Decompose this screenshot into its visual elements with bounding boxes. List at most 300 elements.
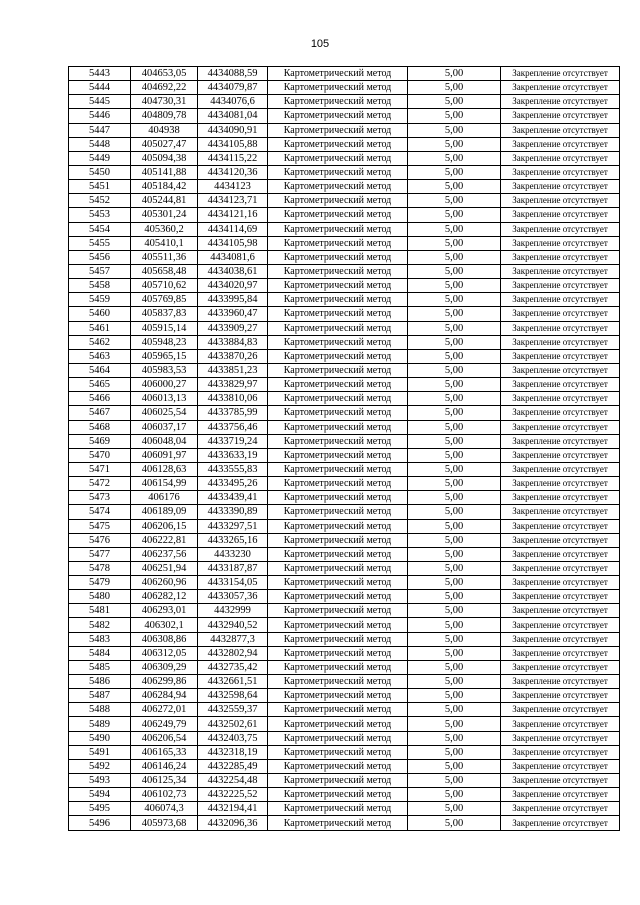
fixing-cell: Закрепление отсутствует [501,477,620,491]
fixing-cell: Закрепление отсутствует [501,392,620,406]
point-number-cell: 5458 [69,279,131,293]
fixing-cell: Закрепление отсутствует [501,180,620,194]
table-row [69,250,620,264]
y-coordinate-cell: 4433265,16 [198,533,268,547]
point-number-cell: 5484 [69,646,131,660]
table-row [69,802,620,816]
y-coordinate-cell: 4434081,6 [198,250,268,264]
fixing-cell: Закрепление отсутствует [501,759,620,773]
table-row [69,67,620,81]
y-coordinate-cell: 4434105,88 [198,137,268,151]
y-coordinate-cell: 4432502,61 [198,717,268,731]
table-row [69,420,620,434]
accuracy-cell: 5,00 [408,788,501,802]
method-cell: Картометрический метод [268,759,408,773]
method-cell: Картометрический метод [268,477,408,491]
accuracy-cell: 5,00 [408,236,501,250]
y-coordinate-cell: 4432194,41 [198,802,268,816]
method-cell: Картометрический метод [268,279,408,293]
y-coordinate-cell: 4434020,97 [198,279,268,293]
method-cell: Картометрический метод [268,123,408,137]
fixing-cell: Закрепление отсутствует [501,689,620,703]
method-cell: Картометрический метод [268,293,408,307]
point-number-cell: 5470 [69,448,131,462]
point-number-cell: 5463 [69,349,131,363]
table-row [69,165,620,179]
table-row [69,703,620,717]
accuracy-cell: 5,00 [408,81,501,95]
fixing-cell: Закрепление отсутствует [501,335,620,349]
y-coordinate-cell: 4433870,26 [198,349,268,363]
accuracy-cell: 5,00 [408,151,501,165]
point-number-cell: 5455 [69,236,131,250]
table-row [69,788,620,802]
accuracy-cell: 5,00 [408,816,501,830]
method-cell: Картометрический метод [268,491,408,505]
point-number-cell: 5473 [69,491,131,505]
method-cell: Картометрический метод [268,363,408,377]
method-cell: Картометрический метод [268,165,408,179]
accuracy-cell: 5,00 [408,180,501,194]
accuracy-cell: 5,00 [408,137,501,151]
method-cell: Картометрический метод [268,378,408,392]
accuracy-cell: 5,00 [408,279,501,293]
x-coordinate-cell: 406309,29 [131,660,198,674]
fixing-cell: Закрепление отсутствует [501,576,620,590]
x-coordinate-cell: 406299,86 [131,675,198,689]
y-coordinate-cell: 4432735,42 [198,660,268,674]
accuracy-cell: 5,00 [408,321,501,335]
point-number-cell: 5466 [69,392,131,406]
method-cell: Картометрический метод [268,618,408,632]
accuracy-cell: 5,00 [408,561,501,575]
y-coordinate-cell: 4432559,37 [198,703,268,717]
table-row [69,137,620,151]
fixing-cell: Закрепление отсутствует [501,604,620,618]
point-number-cell: 5481 [69,604,131,618]
method-cell: Картометрический метод [268,632,408,646]
method-cell: Картометрический метод [268,81,408,95]
x-coordinate-cell: 405301,24 [131,208,198,222]
point-number-cell: 5446 [69,109,131,123]
accuracy-cell: 5,00 [408,660,501,674]
table-row [69,151,620,165]
point-number-cell: 5471 [69,462,131,476]
table-row [69,759,620,773]
accuracy-cell: 5,00 [408,477,501,491]
y-coordinate-cell: 4433960,47 [198,307,268,321]
x-coordinate-cell: 405244,81 [131,194,198,208]
fixing-cell: Закрепление отсутствует [501,618,620,632]
fixing-cell: Закрепление отсутствует [501,434,620,448]
page-number: 105 [310,38,330,50]
fixing-cell: Закрепление отсутствует [501,137,620,151]
y-coordinate-cell: 4433154,05 [198,576,268,590]
method-cell: Картометрический метод [268,675,408,689]
y-coordinate-cell: 4434120,36 [198,165,268,179]
y-coordinate-cell: 4432096,36 [198,816,268,830]
table-row [69,279,620,293]
y-coordinate-cell: 4433851,23 [198,363,268,377]
accuracy-cell: 5,00 [408,67,501,81]
point-number-cell: 5452 [69,194,131,208]
table-row [69,222,620,236]
point-number-cell: 5489 [69,717,131,731]
point-number-cell: 5469 [69,434,131,448]
y-coordinate-cell: 4432598,64 [198,689,268,703]
x-coordinate-cell: 404653,05 [131,67,198,81]
y-coordinate-cell: 4434114,69 [198,222,268,236]
point-number-cell: 5476 [69,533,131,547]
fixing-cell: Закрепление отсутствует [501,632,620,646]
table-row [69,180,620,194]
method-cell: Картометрический метод [268,462,408,476]
method-cell: Картометрический метод [268,816,408,830]
fixing-cell: Закрепление отсутствует [501,307,620,321]
x-coordinate-cell: 404730,31 [131,95,198,109]
table-row [69,477,620,491]
method-cell: Картометрический метод [268,745,408,759]
x-coordinate-cell: 405965,15 [131,349,198,363]
x-coordinate-cell: 406272,01 [131,703,198,717]
y-coordinate-cell: 4434081,04 [198,109,268,123]
point-number-cell: 5448 [69,137,131,151]
point-number-cell: 5472 [69,477,131,491]
accuracy-cell: 5,00 [408,420,501,434]
method-cell: Картометрический метод [268,590,408,604]
x-coordinate-cell: 404692,22 [131,81,198,95]
table-row [69,236,620,250]
point-number-cell: 5447 [69,123,131,137]
y-coordinate-cell: 4433829,97 [198,378,268,392]
accuracy-cell: 5,00 [408,250,501,264]
fixing-cell: Закрепление отсутствует [501,293,620,307]
fixing-cell: Закрепление отсутствует [501,816,620,830]
accuracy-cell: 5,00 [408,335,501,349]
method-cell: Картометрический метод [268,392,408,406]
table-row [69,632,620,646]
table-row [69,378,620,392]
accuracy-cell: 5,00 [408,646,501,660]
accuracy-cell: 5,00 [408,675,501,689]
method-cell: Картометрический метод [268,250,408,264]
point-number-cell: 5443 [69,67,131,81]
accuracy-cell: 5,00 [408,208,501,222]
y-coordinate-cell: 4433909,27 [198,321,268,335]
fixing-cell: Закрепление отсутствует [501,109,620,123]
fixing-cell: Закрепление отсутствует [501,533,620,547]
fixing-cell: Закрепление отсутствует [501,788,620,802]
accuracy-cell: 5,00 [408,604,501,618]
x-coordinate-cell: 406251,94 [131,561,198,575]
y-coordinate-cell: 4433439,41 [198,491,268,505]
x-coordinate-cell: 406074,3 [131,802,198,816]
y-coordinate-cell: 4434123 [198,180,268,194]
y-coordinate-cell: 4433633,19 [198,448,268,462]
method-cell: Картометрический метод [268,646,408,660]
method-cell: Картометрический метод [268,434,408,448]
x-coordinate-cell: 406206,54 [131,731,198,745]
accuracy-cell: 5,00 [408,759,501,773]
point-number-cell: 5488 [69,703,131,717]
method-cell: Картометрический метод [268,349,408,363]
x-coordinate-cell: 406222,81 [131,533,198,547]
y-coordinate-cell: 4432403,75 [198,731,268,745]
x-coordinate-cell: 406237,56 [131,547,198,561]
table-row [69,448,620,462]
table-row [69,646,620,660]
table-row [69,576,620,590]
accuracy-cell: 5,00 [408,307,501,321]
x-coordinate-cell: 406154,99 [131,477,198,491]
y-coordinate-cell: 4433297,51 [198,519,268,533]
table-row [69,363,620,377]
method-cell: Картометрический метод [268,321,408,335]
accuracy-cell: 5,00 [408,293,501,307]
y-coordinate-cell: 4432802,94 [198,646,268,660]
method-cell: Картометрический метод [268,307,408,321]
method-cell: Картометрический метод [268,660,408,674]
accuracy-cell: 5,00 [408,448,501,462]
method-cell: Картометрический метод [268,717,408,731]
table-row [69,307,620,321]
fixing-cell: Закрепление отсутствует [501,363,620,377]
fixing-cell: Закрепление отсутствует [501,349,620,363]
method-cell: Картометрический метод [268,236,408,250]
method-cell: Картометрический метод [268,335,408,349]
point-number-cell: 5449 [69,151,131,165]
point-number-cell: 5491 [69,745,131,759]
y-coordinate-cell: 4433810,06 [198,392,268,406]
x-coordinate-cell: 405915,14 [131,321,198,335]
table-row [69,264,620,278]
x-coordinate-cell: 405973,68 [131,816,198,830]
fixing-cell: Закрепление отсутствует [501,165,620,179]
point-number-cell: 5450 [69,165,131,179]
point-number-cell: 5474 [69,505,131,519]
table-row [69,519,620,533]
x-coordinate-cell: 405983,53 [131,363,198,377]
method-cell: Картометрический метод [268,519,408,533]
point-number-cell: 5461 [69,321,131,335]
accuracy-cell: 5,00 [408,491,501,505]
x-coordinate-cell: 405837,83 [131,307,198,321]
fixing-cell: Закрепление отсутствует [501,448,620,462]
coordinates-table [68,66,620,831]
accuracy-cell: 5,00 [408,95,501,109]
x-coordinate-cell: 406091,97 [131,448,198,462]
x-coordinate-cell: 406249,79 [131,717,198,731]
x-coordinate-cell: 406025,54 [131,406,198,420]
fixing-cell: Закрепление отсутствует [501,462,620,476]
point-number-cell: 5467 [69,406,131,420]
fixing-cell: Закрепление отсутствует [501,151,620,165]
accuracy-cell: 5,00 [408,774,501,788]
method-cell: Картометрический метод [268,109,408,123]
x-coordinate-cell: 406312,05 [131,646,198,660]
accuracy-cell: 5,00 [408,363,501,377]
method-cell: Картометрический метод [268,802,408,816]
accuracy-cell: 5,00 [408,264,501,278]
x-coordinate-cell: 406260,96 [131,576,198,590]
y-coordinate-cell: 4432254,48 [198,774,268,788]
accuracy-cell: 5,00 [408,533,501,547]
accuracy-cell: 5,00 [408,392,501,406]
fixing-cell: Закрепление отсутствует [501,646,620,660]
fixing-cell: Закрепление отсутствует [501,590,620,604]
fixing-cell: Закрепление отсутствует [501,745,620,759]
point-number-cell: 5460 [69,307,131,321]
x-coordinate-cell: 406165,33 [131,745,198,759]
point-number-cell: 5454 [69,222,131,236]
table-row [69,590,620,604]
x-coordinate-cell: 406013,13 [131,392,198,406]
table-row [69,335,620,349]
table-row [69,491,620,505]
x-coordinate-cell: 406146,24 [131,759,198,773]
table-row [69,618,620,632]
point-number-cell: 5465 [69,378,131,392]
accuracy-cell: 5,00 [408,632,501,646]
method-cell: Картометрический метод [268,137,408,151]
method-cell: Картометрический метод [268,604,408,618]
accuracy-cell: 5,00 [408,731,501,745]
accuracy-cell: 5,00 [408,349,501,363]
point-number-cell: 5475 [69,519,131,533]
x-coordinate-cell: 406176 [131,491,198,505]
fixing-cell: Закрепление отсутствует [501,802,620,816]
fixing-cell: Закрепление отсутствует [501,547,620,561]
y-coordinate-cell: 4432999 [198,604,268,618]
accuracy-cell: 5,00 [408,703,501,717]
y-coordinate-cell: 4432940,52 [198,618,268,632]
y-coordinate-cell: 4434115,22 [198,151,268,165]
point-number-cell: 5493 [69,774,131,788]
point-number-cell: 5457 [69,264,131,278]
fixing-cell: Закрепление отсутствует [501,208,620,222]
x-coordinate-cell: 405769,85 [131,293,198,307]
x-coordinate-cell: 406293,01 [131,604,198,618]
point-number-cell: 5453 [69,208,131,222]
table-row [69,208,620,222]
table-row [69,194,620,208]
point-number-cell: 5492 [69,759,131,773]
method-cell: Картометрический метод [268,180,408,194]
method-cell: Картометрический метод [268,505,408,519]
accuracy-cell: 5,00 [408,194,501,208]
accuracy-cell: 5,00 [408,802,501,816]
method-cell: Картометрический метод [268,561,408,575]
x-coordinate-cell: 406125,34 [131,774,198,788]
fixing-cell: Закрепление отсутствует [501,703,620,717]
table-row [69,816,620,830]
fixing-cell: Закрепление отсутствует [501,660,620,674]
fixing-cell: Закрепление отсутствует [501,505,620,519]
y-coordinate-cell: 4433995,84 [198,293,268,307]
y-coordinate-cell: 4434079,87 [198,81,268,95]
accuracy-cell: 5,00 [408,745,501,759]
y-coordinate-cell: 4434121,16 [198,208,268,222]
point-number-cell: 5480 [69,590,131,604]
table-row [69,675,620,689]
x-coordinate-cell: 406282,12 [131,590,198,604]
table-row [69,774,620,788]
fixing-cell: Закрепление отсутствует [501,561,620,575]
fixing-cell: Закрепление отсутствует [501,123,620,137]
table-row [69,321,620,335]
fixing-cell: Закрепление отсутствует [501,321,620,335]
method-cell: Картометрический метод [268,703,408,717]
point-number-cell: 5490 [69,731,131,745]
accuracy-cell: 5,00 [408,165,501,179]
fixing-cell: Закрепление отсутствует [501,279,620,293]
table-row [69,123,620,137]
accuracy-cell: 5,00 [408,109,501,123]
x-coordinate-cell: 406302,1 [131,618,198,632]
fixing-cell: Закрепление отсутствует [501,731,620,745]
table-row [69,462,620,476]
fixing-cell: Закрепление отсутствует [501,95,620,109]
fixing-cell: Закрепление отсутствует [501,222,620,236]
table-row [69,561,620,575]
y-coordinate-cell: 4432225,52 [198,788,268,802]
y-coordinate-cell: 4432285,49 [198,759,268,773]
method-cell: Картометрический метод [268,788,408,802]
accuracy-cell: 5,00 [408,547,501,561]
x-coordinate-cell: 406128,63 [131,462,198,476]
y-coordinate-cell: 4432318,19 [198,745,268,759]
fixing-cell: Закрепление отсутствует [501,378,620,392]
x-coordinate-cell: 405027,47 [131,137,198,151]
fixing-cell: Закрепление отсутствует [501,406,620,420]
method-cell: Картометрический метод [268,95,408,109]
x-coordinate-cell: 405141,88 [131,165,198,179]
x-coordinate-cell: 405511,36 [131,250,198,264]
accuracy-cell: 5,00 [408,462,501,476]
y-coordinate-cell: 4433230 [198,547,268,561]
point-number-cell: 5483 [69,632,131,646]
accuracy-cell: 5,00 [408,378,501,392]
x-coordinate-cell: 406308,86 [131,632,198,646]
point-number-cell: 5478 [69,561,131,575]
point-number-cell: 5482 [69,618,131,632]
x-coordinate-cell: 405360,2 [131,222,198,236]
y-coordinate-cell: 4434105,98 [198,236,268,250]
x-coordinate-cell: 404938 [131,123,198,137]
table-row [69,717,620,731]
point-number-cell: 5468 [69,420,131,434]
accuracy-cell: 5,00 [408,576,501,590]
point-number-cell: 5495 [69,802,131,816]
table-row [69,349,620,363]
table-row [69,731,620,745]
table-row [69,745,620,759]
method-cell: Картометрический метод [268,420,408,434]
accuracy-cell: 5,00 [408,505,501,519]
fixing-cell: Закрепление отсутствует [501,67,620,81]
point-number-cell: 5487 [69,689,131,703]
method-cell: Картометрический метод [268,774,408,788]
table-row [69,505,620,519]
fixing-cell: Закрепление отсутствует [501,774,620,788]
fixing-cell: Закрепление отсутствует [501,250,620,264]
fixing-cell: Закрепление отсутствует [501,491,620,505]
accuracy-cell: 5,00 [408,406,501,420]
x-coordinate-cell: 406000,27 [131,378,198,392]
method-cell: Картометрический метод [268,264,408,278]
y-coordinate-cell: 4433390,89 [198,505,268,519]
table-row [69,392,620,406]
